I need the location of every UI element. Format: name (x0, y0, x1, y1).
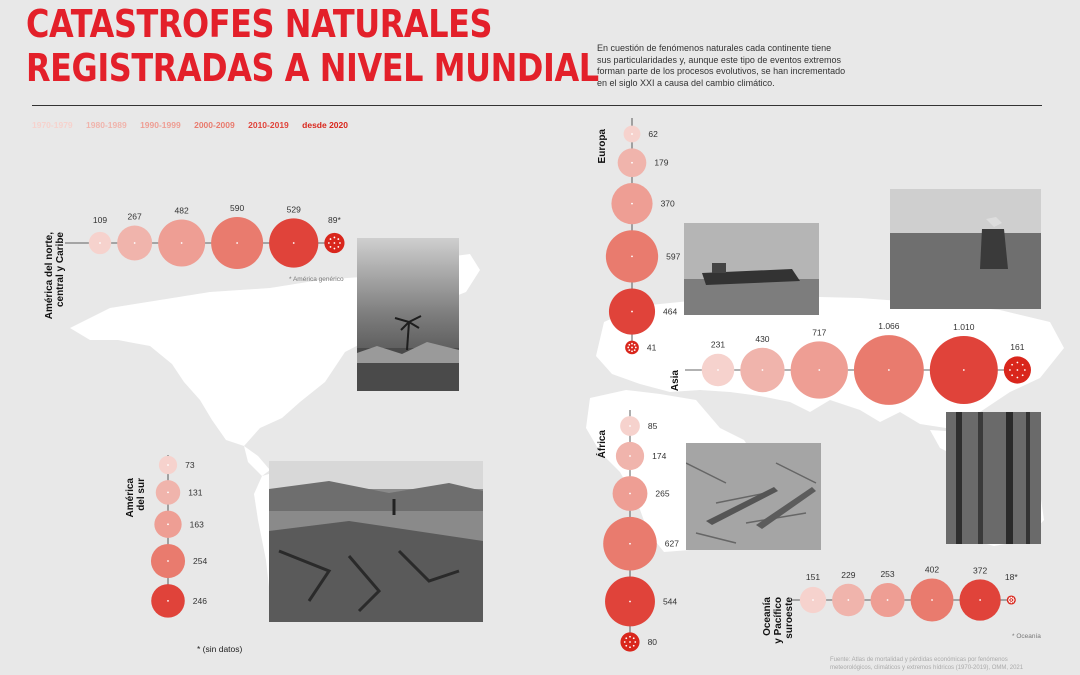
bubble-center-dot (631, 203, 633, 205)
bubble-value-label: 151 (805, 572, 821, 582)
series-5 (762, 565, 1018, 644)
bubble-dot (337, 246, 339, 248)
bubble-dot (634, 349, 636, 351)
series-0 (44, 203, 345, 319)
bubble-center-dot (167, 464, 169, 466)
legend-item-2010: 2010-2019 (248, 120, 289, 130)
bubble-value-label: 131 (188, 487, 203, 498)
bubble-value-label: 161 (1010, 342, 1025, 352)
bubble-center-dot (293, 242, 295, 244)
bubble-value-label: 267 (127, 211, 142, 222)
series-name-label (595, 430, 608, 459)
bubble-value-label: 80 (647, 636, 658, 647)
bubble-value-label: 163 (189, 519, 204, 530)
bubble-center-dot (167, 491, 169, 493)
bubble-center-dot (717, 369, 719, 371)
intro-text: En cuestión de fenómenos naturales cada continente tiene sus particularidades y, aunque este tipo de eventos extremos forman parte de los procesos evolutivos, se han incrementado en el siglo XXI a causa del cambio climático. (597, 43, 846, 88)
bubble-center-dot (629, 493, 631, 495)
bubble-value-label: 73 (185, 460, 195, 470)
bubble-value-label: 464 (663, 306, 678, 317)
bubble-value-label: 254 (193, 556, 208, 567)
bubble-center-dot (629, 543, 631, 545)
bubble-value-label: 253 (880, 568, 895, 579)
bubble-dot (339, 242, 341, 244)
bubble-center-dot (888, 369, 890, 371)
bubble-dot (1012, 601, 1014, 603)
bubble-value-label: 62 (648, 129, 658, 139)
bubble-center-dot (847, 599, 849, 601)
series-name-label (44, 232, 66, 320)
series-1 (125, 455, 208, 618)
series-name-line: del sur (136, 478, 147, 511)
bubble-center-dot (134, 242, 136, 244)
bubble-dot (1008, 599, 1010, 601)
series-name-line: Asia (670, 370, 681, 392)
bubble-value-label: 717 (812, 327, 827, 338)
bubble-dot (625, 645, 627, 647)
bubble-dot (629, 646, 631, 648)
bubble-dot (634, 641, 636, 643)
bubble-dot (631, 343, 633, 345)
bubble-value-label: 529 (286, 204, 301, 215)
series-4 (595, 410, 679, 652)
bubble-dot (633, 645, 635, 647)
series-name-line: América del norte, (44, 232, 55, 320)
bubble-dot (1009, 369, 1011, 371)
bubble-dot (1016, 377, 1018, 379)
bubble-dot (1024, 369, 1026, 371)
bubble-dot (330, 238, 332, 240)
bubble-dot (1016, 362, 1018, 364)
bubble-dot (334, 237, 336, 239)
bubble-value-label: 402 (924, 564, 940, 575)
bubble-value-label: 231 (710, 339, 726, 350)
bubble-center-dot (334, 242, 336, 244)
series-name-label (762, 597, 795, 644)
bubble-dot (635, 347, 637, 349)
note-oceania: * Oceanía (1012, 633, 1041, 640)
bubble-center-dot (181, 242, 183, 244)
legend-item-2020: desde 2020 (302, 120, 348, 130)
bubble-value-label: 246 (192, 595, 207, 606)
series-name-line: y Pacífico (773, 597, 784, 644)
bubble-value-label: 109 (92, 215, 108, 225)
bubble-center-dot (631, 162, 633, 164)
bubble-center-dot (931, 599, 933, 601)
bubble-center-dot (167, 523, 169, 525)
bubble-dot (629, 636, 631, 638)
series-3 (670, 321, 1031, 405)
series-name-label (670, 370, 681, 392)
series-name-line: suroeste (784, 597, 795, 639)
bubble-center-dot (887, 599, 889, 601)
bubble-dot (628, 349, 630, 351)
bubble-center-dot (1010, 599, 1012, 601)
title-line-2: REGISTRADAS A NIVEL MUNDIAL (26, 46, 599, 90)
bubble-dot (1012, 597, 1014, 599)
bubble-dot (1009, 597, 1011, 599)
bubble-center-dot (629, 601, 631, 603)
bubble-value-label: 544 (662, 596, 678, 607)
bubble-center-dot (762, 369, 764, 371)
bubble-dot (625, 637, 627, 639)
bubble-dot (1010, 602, 1012, 604)
series-name-line: África (597, 430, 608, 459)
bubble-value-label: 174 (652, 450, 667, 461)
bubble-center-dot (167, 600, 169, 602)
series-2 (597, 118, 681, 354)
bubble-center-dot (631, 133, 633, 135)
bubble-value-label: 1.066 (878, 321, 900, 332)
bubble-dot (337, 238, 339, 240)
source-note: Fuente: Atlas de mortalidad y pérdidas económicas por fenómenos meteorológicos, climáticos y extremos hídricos (1970-2019), OMM, 2021 (830, 657, 1024, 671)
bubble-dot (631, 350, 633, 352)
bubble-dot (328, 242, 330, 244)
bubble-center-dot (631, 347, 633, 349)
bubble-center-dot (818, 369, 820, 371)
bubble-center-dot (963, 369, 965, 371)
bubble-value-label: 41 (646, 342, 657, 353)
bubble-value-label: 179 (654, 157, 669, 168)
bubble-dot (334, 248, 336, 250)
bubble-dot (624, 641, 626, 643)
bubble-value-label: 85 (647, 421, 658, 431)
bubble-dot (1013, 599, 1015, 601)
bubble-dot (1010, 597, 1012, 599)
legend-item-1990: 1990-1999 (140, 120, 181, 130)
bubble-value-label: 1.010 (953, 321, 975, 332)
bubble-dot (1022, 364, 1024, 366)
series-name-label (125, 478, 147, 518)
series-name-line: Europa (597, 129, 608, 164)
series-name-label (597, 129, 608, 164)
note-america-generico: * América genérico (289, 276, 344, 283)
bubble-dot (1009, 601, 1011, 603)
bubble-value-label: 482 (174, 205, 189, 216)
bubble-dot (330, 246, 332, 248)
legend-item-1970: 1970-1979 (32, 120, 73, 130)
bubble-value-label: 430 (755, 333, 770, 344)
bubble-center-dot (236, 242, 238, 244)
bubble-value-label: 265 (655, 488, 670, 499)
title-line-1: CATASTROFES NATURALES (26, 2, 493, 46)
bubble-center-dot (167, 560, 169, 562)
series-name-line: Oceanía (762, 597, 773, 636)
bubble-center-dot (99, 242, 101, 244)
bubble-center-dot (1016, 369, 1018, 371)
legend-item-2000: 2000-2009 (194, 120, 235, 130)
bubble-center-dot (812, 599, 814, 601)
bubble-center-dot (979, 599, 981, 601)
bubble-dot (633, 637, 635, 639)
bubble-value-label: 590 (230, 203, 245, 214)
bubble-value-label: 372 (973, 565, 988, 576)
bubble-value-label: 229 (841, 569, 856, 580)
bubble-dot (628, 344, 630, 346)
bubble-value-label: 597 (666, 251, 681, 262)
series-name-line: América (125, 478, 136, 518)
bubble-dot (1022, 374, 1024, 376)
bubble-value-label: 89* (328, 215, 341, 225)
bubble-dot (634, 344, 636, 346)
bubble-center-dot (631, 311, 633, 313)
bubble-value-label: 18* (1004, 572, 1018, 582)
legend-item-1980: 1980-1989 (86, 120, 127, 130)
bubble-center-dot (629, 455, 631, 457)
bubble-dot (1011, 374, 1013, 376)
bubble-center-dot (629, 425, 631, 427)
bubble-dot (627, 347, 629, 349)
bubble-value-label: 370 (660, 198, 675, 209)
bubble-center-dot (631, 255, 633, 257)
bubble-value-label: 627 (664, 538, 679, 549)
note-sin-datos: * (sin datos) (197, 644, 243, 654)
bubble-dot (1011, 364, 1013, 366)
series-name-line: central y Caribe (55, 232, 66, 308)
bubble-center-dot (629, 641, 631, 643)
